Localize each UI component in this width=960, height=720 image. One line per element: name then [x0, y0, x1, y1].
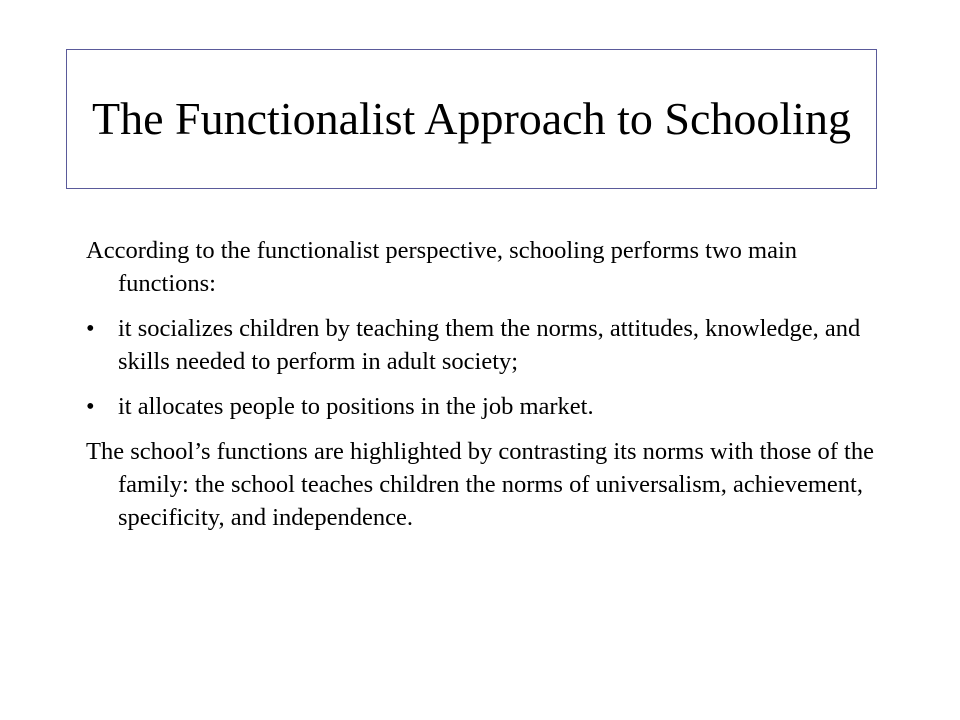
slide-body — [86, 234, 896, 546]
bullet-text: it socializes children by teaching them the norms, attitudes, knowledge, and skills needed to perform in adult society; — [118, 315, 861, 375]
bullet-item — [86, 312, 896, 378]
bullet-icon: • — [86, 315, 95, 342]
closing-paragraph: The school’s functions are highlighted by contrasting its norms with those of the family: the school teaches children the norms of universalism, achievement, specificity, and independence. — [86, 438, 874, 531]
bullet-item — [86, 390, 896, 423]
title-box — [66, 49, 877, 189]
slide-title: The Functionalist Approach to Schooling — [92, 93, 851, 144]
intro-paragraph: According to the functionalist perspective, schooling performs two main functions: — [86, 237, 798, 297]
bullet-text: it allocates people to positions in the job market. — [118, 393, 594, 420]
bullet-icon: • — [86, 393, 95, 420]
